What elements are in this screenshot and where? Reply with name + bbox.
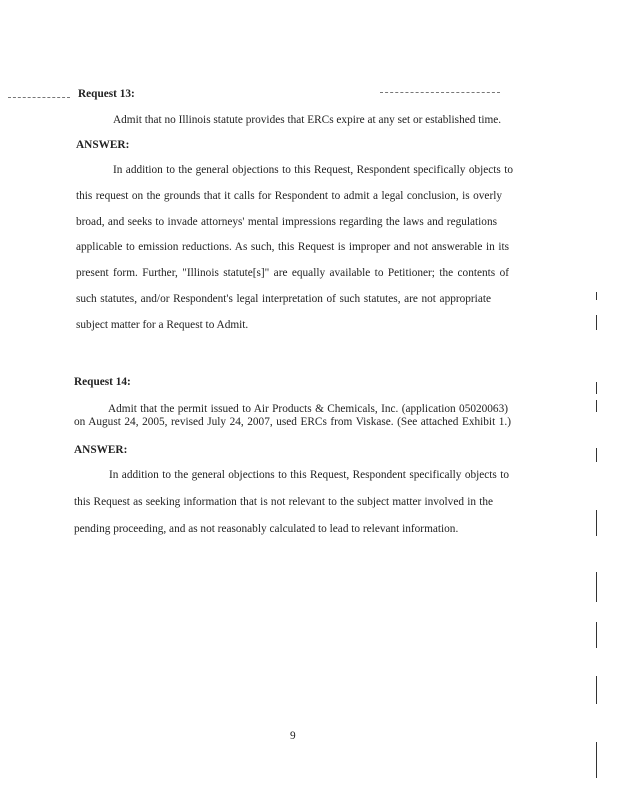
answer-13-line: such statutes, and/or Respondent's legal interpretation of such statutes, are not appropriate: [76, 293, 491, 305]
answer-13-line: broad, and seeks to invade attorneys' mental impressions regarding the laws and regulations: [76, 216, 497, 228]
answer-13-line: this request on the grounds that it calls for Respondent to admit a legal conclusion, is overly: [76, 190, 502, 202]
scan-mark: [596, 448, 597, 462]
answer-13-line: applicable to emission reductions. As such, this Request is improper and not answerable in its: [76, 241, 509, 253]
request-14-line: Admit that the permit issued to Air Products & Chemicals, Inc. (application 05020063): [108, 403, 508, 415]
answer-13-line: present form. Further, "Illinois statute[s]" are equally available to Petitioner; the contents of: [76, 267, 509, 279]
scan-artifact: [8, 97, 70, 98]
scan-mark: [596, 742, 597, 778]
scan-mark: [596, 400, 597, 412]
request-14-line: on August 24, 2005, revised July 24, 2007, used ERCs from Viskase. (See attached Exhibit 1.): [74, 416, 511, 428]
answer-14-line: In addition to the general objections to this Request, Respondent specifically objects to: [109, 469, 509, 481]
scan-mark: [596, 382, 597, 394]
scan-mark: [596, 315, 597, 330]
scan-artifact: [380, 92, 500, 93]
answer-14-heading: ANSWER:: [74, 444, 128, 456]
answer-13-line: subject matter for a Request to Admit.: [76, 319, 249, 331]
scan-mark: [596, 292, 597, 300]
request-13-text: Admit that no Illinois statute provides that ERCs expire at any set or established time.: [113, 114, 502, 126]
scan-mark: [596, 572, 597, 602]
answer-14-line: pending proceeding, and as not reasonably calculated to lead to relevant information.: [74, 523, 459, 535]
scan-mark: [596, 622, 597, 648]
request-13-heading: Request 13:: [78, 88, 135, 100]
answer-13-heading: ANSWER:: [76, 139, 130, 151]
answer-13-line: In addition to the general objections to this Request, Respondent specifically objects to: [113, 164, 513, 176]
request-14-heading: Request 14:: [74, 376, 131, 388]
answer-14-line: this Request as seeking information that is not relevant to the subject matter involved in the: [74, 496, 493, 508]
scan-mark: [596, 676, 597, 704]
page-number: 9: [290, 730, 296, 742]
scan-mark: [596, 510, 597, 536]
